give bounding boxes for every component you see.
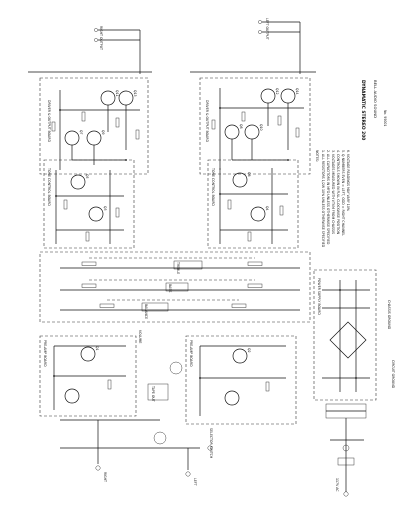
tape-out-box	[148, 384, 168, 400]
preamp-left-label: PRE-AMP BOARD	[189, 340, 193, 367]
speaker-terminal-right-a	[94, 38, 97, 41]
tone-board-right-label: TONE CONTROL BOARD	[47, 168, 51, 206]
resistor	[266, 382, 269, 391]
selector-switch-left	[154, 432, 166, 444]
transistor-q4	[251, 207, 265, 221]
note-line: NOTES:	[315, 150, 319, 162]
speaker-terminal-left-a	[258, 20, 261, 23]
junction-dot	[219, 193, 221, 195]
note-line: 1. ALL RESISTORS 1/2W 10% UNLESS OTHERWISE SPECIFIED	[321, 150, 325, 248]
right-output-label: RIGHT OUTPUT	[99, 26, 103, 50]
resistor	[228, 200, 231, 209]
tone-board-left-label: TONE CONTROL BOARD	[211, 168, 215, 206]
note-line: 5. Q NUMBERS EVEN = LEFT, ODD = RIGHT CHANNEL	[341, 150, 345, 236]
resistor	[52, 122, 55, 131]
transistor-q11	[101, 91, 115, 105]
tone-board-left	[208, 160, 298, 248]
input-jacks	[60, 420, 212, 476]
q1-label: Q1	[95, 346, 99, 351]
resistor	[136, 130, 139, 139]
brand-label: BELL AUDIO SOUND	[373, 80, 378, 118]
bass-pot-left	[248, 284, 262, 288]
transistor-q1b	[65, 389, 79, 403]
driver-board-right-label: DRIVER & OUTPUT BOARD	[47, 100, 51, 142]
left-output-label: LEFT OUTPUT	[265, 18, 269, 40]
input-right-label: RIGHT	[103, 472, 107, 482]
labels	[43, 18, 395, 492]
junction-dot	[287, 159, 289, 161]
right-output-section	[28, 28, 152, 174]
driver-board-left-label: DRIVER & OUTPUT BOARD	[205, 100, 209, 142]
ac-plug	[344, 492, 348, 496]
q2-label: Q2	[247, 348, 251, 353]
resistor	[82, 112, 85, 121]
volume-label: VOLUME	[138, 330, 142, 344]
q7-label: Q7	[79, 130, 83, 135]
resistor	[296, 128, 299, 137]
selector-switch-right	[170, 362, 182, 374]
bridge-rectifier	[330, 322, 366, 358]
part-number: No. 99001	[383, 110, 387, 127]
resistor	[280, 206, 283, 215]
resistor	[212, 120, 215, 129]
resistor	[64, 200, 67, 209]
q10-label: Q10	[259, 124, 263, 131]
q4-label: Q4	[265, 206, 269, 211]
speaker-terminal-right-b	[94, 28, 97, 31]
input-jack-right	[96, 466, 100, 470]
junction-dot	[53, 375, 55, 377]
q6-label: Q6	[247, 172, 251, 177]
junction-dots	[53, 107, 357, 379]
note-line: 2. ALL CAPACITORS IN MFD UNLESS OTHERWISE SPECIFIED	[326, 150, 330, 245]
q8-label: Q8	[239, 124, 243, 129]
note-line: 3. VOLTAGES MEASURED WITH VTVM FROM CHASSIS	[331, 150, 335, 235]
treble-pot-right	[82, 262, 96, 266]
treble-pot-left	[248, 262, 262, 266]
control-gang-section	[40, 252, 310, 322]
balance-pot-right	[100, 304, 114, 308]
transistor-q8	[225, 125, 239, 139]
schematic-title: DYNAMATIC STEREO 200	[360, 80, 365, 141]
note-line: 4. CONTROLS SHOWN IN FULL CLOCKWISE POSITION	[336, 150, 340, 235]
selector-label: SELECTOR SWITCH	[209, 428, 213, 459]
transistor-q2	[233, 349, 247, 363]
q9-label: Q9	[101, 130, 105, 135]
ground-legend: CHASSIS GROUND	[387, 300, 391, 330]
power-supply-board-outline	[314, 270, 376, 400]
junction-dot	[125, 159, 127, 161]
resistor	[116, 208, 119, 217]
junction-dot	[355, 377, 357, 379]
q14-label: Q14	[295, 88, 299, 95]
transistor-q2b	[225, 391, 239, 405]
junction-dot	[219, 107, 221, 109]
resistor	[278, 116, 281, 125]
treble-label: TREBLE	[176, 262, 180, 275]
transistor-q13	[119, 91, 133, 105]
junction-dot	[55, 195, 57, 197]
preamp-section	[40, 336, 296, 444]
power-supply-section	[314, 270, 376, 496]
q3-label: Q3	[103, 206, 107, 211]
preamp-right-label: PRE-AMP BOARD	[43, 340, 47, 367]
transistor-q5	[71, 175, 85, 189]
ac-line-label: 117V AC	[335, 478, 339, 492]
resistor	[242, 112, 245, 121]
transistor-q6	[233, 173, 247, 187]
speaker-terminal-left-b	[258, 30, 261, 33]
tape-out-label: TAPE OUT	[151, 386, 155, 402]
input-left-label: LEFT	[193, 478, 197, 486]
balance-label: BALANCE	[144, 304, 148, 320]
left-output-section	[190, 20, 316, 174]
bass-label: BASS	[168, 284, 172, 293]
junction-dot	[59, 109, 61, 111]
input-jack-left	[186, 472, 190, 476]
transistor-q9	[87, 131, 101, 145]
junction-dot	[199, 377, 201, 379]
resistor	[248, 232, 251, 241]
resistor	[108, 380, 111, 389]
power-supply-label: POWER SUPPLY BOARD	[317, 278, 321, 315]
bass-pot-right	[82, 284, 96, 288]
circuit-ground-legend: CIRCUIT GROUND	[391, 360, 395, 389]
transistor-q10	[245, 125, 259, 139]
balance-pot-left	[232, 304, 246, 308]
note-line: 6. VOLTAGE READINGS MAY VARY 10%	[346, 150, 350, 211]
transistor-q1	[81, 347, 95, 361]
q12-label: Q12	[275, 88, 279, 95]
resistor	[86, 232, 89, 241]
tone-board-left-outline	[208, 160, 298, 248]
controls-outline	[40, 252, 310, 322]
junction-dot	[339, 289, 341, 291]
transistor-q12	[261, 89, 275, 103]
q11-label: Q11	[115, 90, 119, 97]
q5-label: Q5	[85, 174, 89, 179]
resistor	[116, 118, 119, 127]
transistor-q7	[65, 131, 79, 145]
transistor-q14	[281, 89, 295, 103]
transistor-q3	[89, 207, 103, 221]
q13-label: Q13	[133, 90, 137, 97]
